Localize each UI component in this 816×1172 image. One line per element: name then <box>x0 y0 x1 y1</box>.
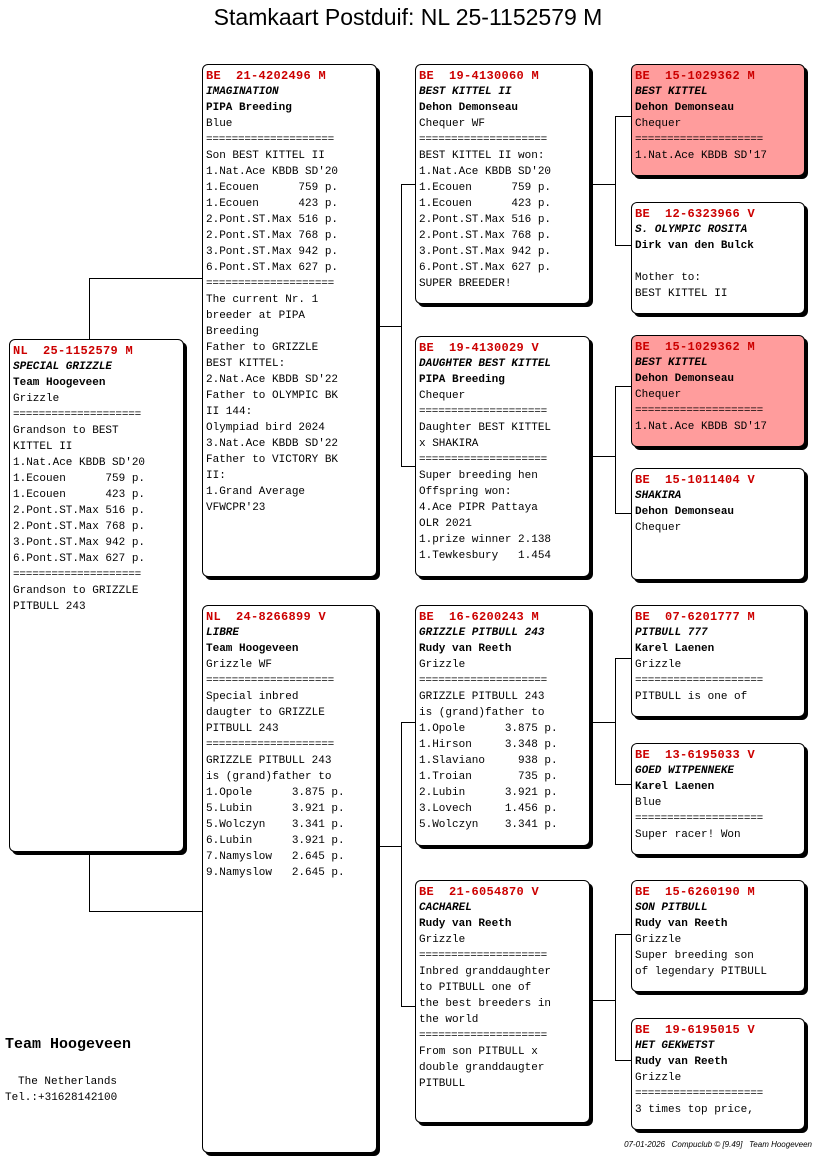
note-line: From son PITBULL x <box>419 1046 538 1058</box>
note-line: Offspring won: <box>419 486 512 498</box>
connector-line <box>615 116 632 117</box>
breeder-name: Karel Laenen <box>635 643 715 655</box>
footer-country: The Netherlands <box>18 1076 118 1088</box>
pigeon-name: BEST KITTEL <box>635 357 708 369</box>
note-line: 1.prize winner 2.138 <box>419 534 552 546</box>
note-line: 9.Namyslow 2.645 p. <box>206 867 345 879</box>
pigeon-name: BEST KITTEL II <box>419 86 512 98</box>
note-line: Grandson to BEST <box>13 425 119 437</box>
pigeon-name: SHAKIRA <box>635 490 682 502</box>
breeder-name: Rudy van Reeth <box>419 918 512 930</box>
note-line: 3.Pont.ST.Max 942 p. <box>206 246 339 258</box>
separator-line: ==================== <box>635 1088 764 1100</box>
separator-line: ==================== <box>419 406 548 418</box>
breeder-name: Dehon Demonseau <box>635 373 735 385</box>
note-line: Father to OLYMPIC BK <box>206 390 339 402</box>
note-line: 3 times top price, <box>635 1104 754 1116</box>
ring-number: BE 19-4130029 V <box>419 341 540 355</box>
connector-line <box>615 116 616 246</box>
note-line: Son BEST KITTEL II <box>206 150 325 162</box>
ring-number: BE 15-1011404 V <box>635 473 756 487</box>
note-line: to PITBULL one of <box>419 982 532 994</box>
ring-number: BE 21-4202496 M <box>206 69 327 83</box>
connector-line <box>615 934 616 1061</box>
note-line: BEST KITTEL II <box>635 288 728 300</box>
note-line: PITBULL <box>419 1078 466 1090</box>
pigeon-card-fm-mother[interactable] <box>631 468 805 580</box>
note-line: 1.Ecouen 423 p. <box>419 198 552 210</box>
pigeon-name: LIBRE <box>206 627 240 639</box>
breeder-name: Rudy van Reeth <box>635 1056 728 1068</box>
note-line: 1.Nat.Ace KBDB SD'20 <box>206 166 339 178</box>
note-line: 2.Pont.ST.Max 516 p. <box>13 505 146 517</box>
ring-number: BE 16-6200243 M <box>419 610 540 624</box>
ring-number: BE 19-6195015 V <box>635 1023 756 1037</box>
note-line: Mother to: <box>635 272 702 284</box>
note-line: 1.Tewkesbury 1.454 <box>419 550 552 562</box>
separator-line: ==================== <box>419 675 548 687</box>
note-line: Special inbred <box>206 691 299 703</box>
pigeon-color: Grizzle <box>635 1072 682 1084</box>
connector-line <box>615 658 616 785</box>
note-line: 3.Pont.ST.Max 942 p. <box>13 537 146 549</box>
pigeon-color: Chequer <box>635 118 682 130</box>
connector-line <box>615 1060 632 1061</box>
pigeon-color <box>635 254 800 270</box>
note-line: 1.Ecouen 423 p. <box>13 489 146 501</box>
note-line: Inbred granddaughter <box>419 966 552 978</box>
pigeon-name: HET GEKWETST <box>635 1040 715 1052</box>
note-line: BEST KITTEL: <box>206 358 286 370</box>
note-line: Olympiad bird 2024 <box>206 422 325 434</box>
breeder-name: PIPA Breeding <box>206 102 292 114</box>
pigeon-card-mm-mother[interactable] <box>631 1018 805 1130</box>
separator-line: ==================== <box>206 675 335 687</box>
connector-line <box>401 722 402 1007</box>
footer-team-name: Team Hoogeveen <box>5 1036 132 1053</box>
note-line: PITBULL is one of <box>635 691 748 703</box>
note-line: 1.Nat.Ace KBDB SD'20 <box>13 457 146 469</box>
note-line: 6.Lubin 3.921 p. <box>206 835 345 847</box>
pigeon-name: IMAGINATION <box>206 86 279 98</box>
pigeon-color: Blue <box>206 118 233 130</box>
note-line: 3.Lovech 1.456 p. <box>419 803 558 815</box>
ring-number: BE 12-6323966 V <box>635 207 756 221</box>
pigeon-card-ff-mother[interactable] <box>631 202 805 314</box>
pigeon-name: PITBULL 777 <box>635 627 708 639</box>
separator-line: ==================== <box>635 134 764 146</box>
breeder-name: PIPA Breeding <box>419 374 505 386</box>
separator-line: ==================== <box>635 405 764 417</box>
pigeon-card-mf-father[interactable] <box>631 605 805 717</box>
pigeon-color: Chequer <box>419 390 466 402</box>
pigeon-name: GRIZZLE PITBULL 243 <box>419 627 545 639</box>
note-line: II 144: <box>206 406 253 418</box>
note-line: 1.Opole 3.875 p. <box>419 723 558 735</box>
note-line: 5.Wolczyn 3.341 p. <box>419 819 558 831</box>
footer-stamp: 07-01-2026 Compuclub © [9.49] Team Hoogeveen <box>624 1140 812 1149</box>
note-line: breeder at PIPA <box>206 310 306 322</box>
note-line: PITBULL 243 <box>206 723 279 735</box>
note-line: 2.Pont.ST.Max 768 p. <box>13 521 146 533</box>
pigeon-card-ff-father[interactable] <box>631 64 805 176</box>
connector-line <box>615 513 632 514</box>
note-line: Super racer! Won <box>635 829 741 841</box>
pigeon-name: BEST KITTEL <box>635 86 708 98</box>
note-line: double granddaugter <box>419 1062 545 1074</box>
note-line: 6.Pont.ST.Max 627 p. <box>419 262 552 274</box>
pigeon-card-father[interactable] <box>202 64 377 577</box>
note-line: BEST KITTEL II won: <box>419 150 545 162</box>
note-line: VFWCPR'23 <box>206 502 266 514</box>
note-line: 1.Grand Average <box>206 486 306 498</box>
pigeon-color: Chequer WF <box>419 118 486 130</box>
pigeon-name: SON PITBULL <box>635 902 708 914</box>
note-line: daugter to GRIZZLE <box>206 707 325 719</box>
separator-line: ==================== <box>13 569 142 581</box>
separator-line: ==================== <box>419 454 548 466</box>
note-line: 2.Lubin 3.921 p. <box>419 787 558 799</box>
ring-number: NL 24-8266899 V <box>206 610 327 624</box>
note-line: 1.Ecouen 759 p. <box>206 182 339 194</box>
ring-number: BE 07-6201777 M <box>635 610 756 624</box>
pigeon-name: GOED WITPENNEKE <box>635 765 735 777</box>
connector-line <box>615 658 632 659</box>
note-line: GRIZZLE PITBULL 243 <box>419 691 545 703</box>
note-line: 6.Pont.ST.Max 627 p. <box>13 553 146 565</box>
note-line: Super breeding son <box>635 950 754 962</box>
pigeon-card-mother[interactable] <box>202 605 377 1153</box>
note-line: 4.Ace PIPR Pattaya <box>419 502 538 514</box>
connector-line <box>377 326 402 327</box>
note-line: PITBULL 243 <box>13 601 86 613</box>
note-line: 1.Ecouen 759 p. <box>419 182 552 194</box>
separator-line: ==================== <box>206 278 335 290</box>
pigeon-color: Grizzle <box>419 659 466 671</box>
pigeon-card-fm-father[interactable] <box>631 335 805 447</box>
note-line: Grandson to GRIZZLE <box>13 585 139 597</box>
note-line: 3.Pont.ST.Max 942 p. <box>419 246 552 258</box>
separator-line: ==================== <box>419 950 548 962</box>
pigeon-card-father-mother[interactable] <box>415 336 590 577</box>
note-line: OLR 2021 <box>419 518 472 530</box>
connector-line <box>89 852 90 912</box>
note-line: SUPER BREEDER! <box>419 278 512 290</box>
note-line: Super breeding hen <box>419 470 538 482</box>
pigeon-color: Blue <box>635 797 662 809</box>
pigeon-card-mm-father[interactable] <box>631 880 805 992</box>
note-line: 1.Nat.Ace KBDB SD'20 <box>419 166 552 178</box>
pigeon-name: DAUGHTER BEST KITTEL <box>419 358 552 370</box>
pigeon-card-subject[interactable] <box>9 339 184 852</box>
note-line: GRIZZLE PITBULL 243 <box>206 755 332 767</box>
breeder-name: Dehon Demonseau <box>419 102 519 114</box>
note-line: 1.Troian 735 p. <box>419 771 558 783</box>
pigeon-name: S. OLYMPIC ROSITA <box>635 224 748 236</box>
pigeon-name: CACHAREL <box>419 902 472 914</box>
note-line: 2.Pont.ST.Max 516 p. <box>419 214 552 226</box>
note-line: Father to VICTORY BK <box>206 454 339 466</box>
note-line: 7.Namyslow 2.645 p. <box>206 851 345 863</box>
note-line: 6.Pont.ST.Max 627 p. <box>206 262 339 274</box>
ring-number: BE 15-1029362 M <box>635 69 756 83</box>
note-line: the world <box>419 1014 479 1026</box>
connector-line <box>89 278 204 279</box>
breeder-name: Dirk van den Bulck <box>635 240 754 252</box>
note-line: of legendary PITBULL <box>635 966 768 978</box>
note-line: 2.Nat.Ace KBDB SD'22 <box>206 374 339 386</box>
note-line: 1.Opole 3.875 p. <box>206 787 345 799</box>
pigeon-color: Grizzle <box>635 659 682 671</box>
connector-line <box>615 784 632 785</box>
connector-line <box>89 911 204 912</box>
breeder-name: Rudy van Reeth <box>419 643 512 655</box>
note-line: 1.Slaviano 938 p. <box>419 755 558 767</box>
note-line: 2.Pont.ST.Max 768 p. <box>419 230 552 242</box>
pigeon-color: Grizzle WF <box>206 659 273 671</box>
note-line: is (grand)father to <box>419 707 545 719</box>
breeder-name: Team Hoogeveen <box>206 643 299 655</box>
ring-number: BE 15-1029362 M <box>635 340 756 354</box>
separator-line: ==================== <box>206 134 335 146</box>
breeder-name: Dehon Demonseau <box>635 102 735 114</box>
note-line: 1.Nat.Ace KBDB SD'17 <box>635 150 768 162</box>
note-line: is (grand)father to <box>206 771 332 783</box>
note-line: 5.Lubin 3.921 p. <box>206 803 345 815</box>
note-line: The current Nr. 1 <box>206 294 319 306</box>
note-line: Father to GRIZZLE <box>206 342 319 354</box>
pigeon-color: Grizzle <box>13 393 60 405</box>
ring-number: BE 15-6260190 M <box>635 885 756 899</box>
note-line: 3.Nat.Ace KBDB SD'22 <box>206 438 339 450</box>
connector-line <box>590 722 615 723</box>
note-line: Daughter BEST KITTEL <box>419 422 552 434</box>
separator-line: ==================== <box>635 813 764 825</box>
connector-line <box>590 456 615 457</box>
separator-line: ==================== <box>635 675 764 687</box>
note-line: KITTEL II <box>13 441 73 453</box>
connector-line <box>615 386 632 387</box>
connector-line <box>615 245 632 246</box>
breeder-name: Dehon Demonseau <box>635 506 735 518</box>
pigeon-color: Chequer <box>635 389 682 401</box>
breeder-name: Team Hoogeveen <box>13 377 106 389</box>
connector-line <box>615 934 632 935</box>
connector-line <box>615 386 616 514</box>
note-line: 5.Wolczyn 3.341 p. <box>206 819 345 831</box>
separator-line: ==================== <box>13 409 142 421</box>
ring-number: NL 25-1152579 M <box>13 344 134 358</box>
pigeon-color: Grizzle <box>635 934 682 946</box>
page-title: Stamkaart Postduif: NL 25-1152579 M <box>213 4 603 30</box>
connector-line <box>401 184 402 467</box>
footer-telephone: Tel.:+31628142100 <box>5 1092 118 1104</box>
connector-line <box>590 184 615 185</box>
note-line: 2.Pont.ST.Max 768 p. <box>206 230 339 242</box>
note-line: II: <box>206 470 226 482</box>
connector-line <box>590 1000 615 1001</box>
pigeon-card-mother-father[interactable] <box>415 605 590 846</box>
separator-line: ==================== <box>206 739 335 751</box>
pigeon-card-mother-mother[interactable] <box>415 880 590 1123</box>
pigeon-color: Grizzle <box>419 934 466 946</box>
note-line: x SHAKIRA <box>419 438 479 450</box>
breeder-name: Rudy van Reeth <box>635 918 728 930</box>
separator-line: ==================== <box>419 134 548 146</box>
breeder-name: Karel Laenen <box>635 781 715 793</box>
note-line: 2.Pont.ST.Max 516 p. <box>206 214 339 226</box>
note-line: 1.Nat.Ace KBDB SD'17 <box>635 421 768 433</box>
note-line: 1.Hirson 3.348 p. <box>419 739 558 751</box>
note-line: 1.Ecouen 759 p. <box>13 473 146 485</box>
separator-line: ==================== <box>419 1030 548 1042</box>
pigeon-name: SPECIAL GRIZZLE <box>13 361 113 373</box>
pigeon-color: Chequer <box>635 522 682 534</box>
connector-line <box>377 846 402 847</box>
ring-number: BE 13-6195033 V <box>635 748 756 762</box>
pigeon-card-father-father[interactable] <box>415 64 590 304</box>
pigeon-card-mf-mother[interactable] <box>631 743 805 855</box>
note-line: 1.Ecouen 423 p. <box>206 198 339 210</box>
note-line: the best breeders in <box>419 998 552 1010</box>
ring-number: BE 19-4130060 M <box>419 69 540 83</box>
connector-line <box>89 278 90 340</box>
ring-number: BE 21-6054870 V <box>419 885 540 899</box>
note-line: Breeding <box>206 326 259 338</box>
